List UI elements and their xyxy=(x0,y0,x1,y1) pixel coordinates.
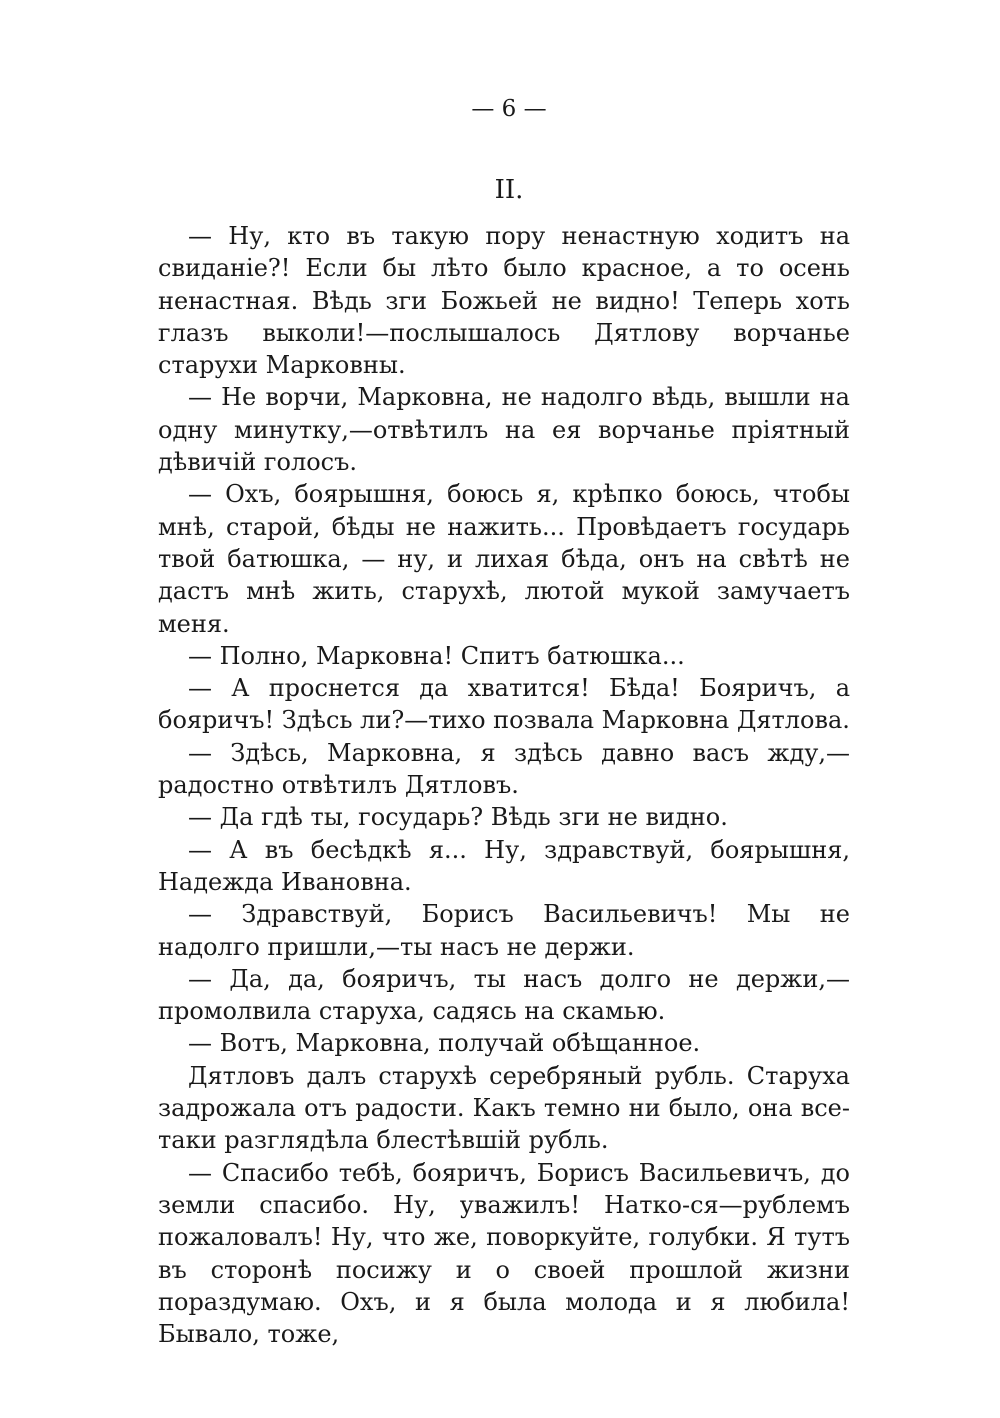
book-page xyxy=(158,92,850,1350)
paragraph: Дятловъ далъ старухѣ серебряный рубль. Старуха задрожала отъ радости. Какъ темно ни было, она все-таки разглядѣла блестѣвшій рубль. xyxy=(158,1061,850,1155)
paragraph: — Охъ, боярышня, боюсь я, крѣпко боюсь, чтобы мнѣ, старой, бѣды не нажить... Провѣдаетъ государь твой батюшка, — ну, и лихая бѣда, онъ на свѣтѣ не дастъ мнѣ жить, старухѣ, лютой мукой замучаетъ меня. xyxy=(158,480,850,638)
paragraph: — Здравствуй, Борисъ Васильевичъ! Мы не надолго пришли,—ты насъ не держи. xyxy=(158,900,850,961)
paragraph: — Вотъ, Марковна, получай обѣщанное. xyxy=(188,1029,701,1058)
paragraph: — Да гдѣ ты, государь? Вѣдь зги не видно. xyxy=(188,803,728,832)
paragraph: — Здѣсь, Марковна, я здѣсь давно васъ жду,— радостно отвѣтилъ Дятловъ. xyxy=(158,738,850,800)
paragraph: — Полно, Марковна! Спитъ батюшка... xyxy=(188,641,685,670)
paragraph: — А проснется да хватится! Бѣда! Бояричъ, а бояричъ! Здѣсь ли?—тихо позвала Марковна Дятлова. xyxy=(158,674,850,735)
paragraph: — Да, да, бояричъ, ты насъ долго не держи,— промолвила старуха, садясь на скамью. xyxy=(158,964,850,1026)
chapter-heading: II. xyxy=(494,175,524,205)
page-number: — 6 — xyxy=(471,96,547,122)
paragraph: — А въ бесѣдкѣ я... Ну, здравствуй, боярышня, Надежда Ивановна. xyxy=(158,835,850,896)
paragraph: — Не ворчи, Марковна, не надолго вѣдь, вышли на одну минутку,—отвѣтилъ на ея ворчанье пріятный дѣвичій голосъ. xyxy=(158,383,850,477)
paragraph: — Ну, кто въ такую пору ненастную ходитъ на свиданіе?! Если бы лѣто было красное, а то осень ненастная. Вѣдь зги Божьей не видно! Теперь хоть глазъ выколи!—послышалось Дятлову ворчанье старухи Марковны. xyxy=(158,222,850,380)
paragraph: — Спасибо тебѣ, бояричъ, Борисъ Васильевичъ, до земли спасибо. Ну, уважилъ! Натко-ся—рублемъ пожаловалъ! Ну, что же, поворкуйте, голубки. Я тутъ въ сторонѣ посижу и о своей прошлой жизни пораздумаю. Охъ, и я была молода и я любила! Бывало, тоже, xyxy=(158,1158,850,1349)
body-text xyxy=(158,220,850,1350)
